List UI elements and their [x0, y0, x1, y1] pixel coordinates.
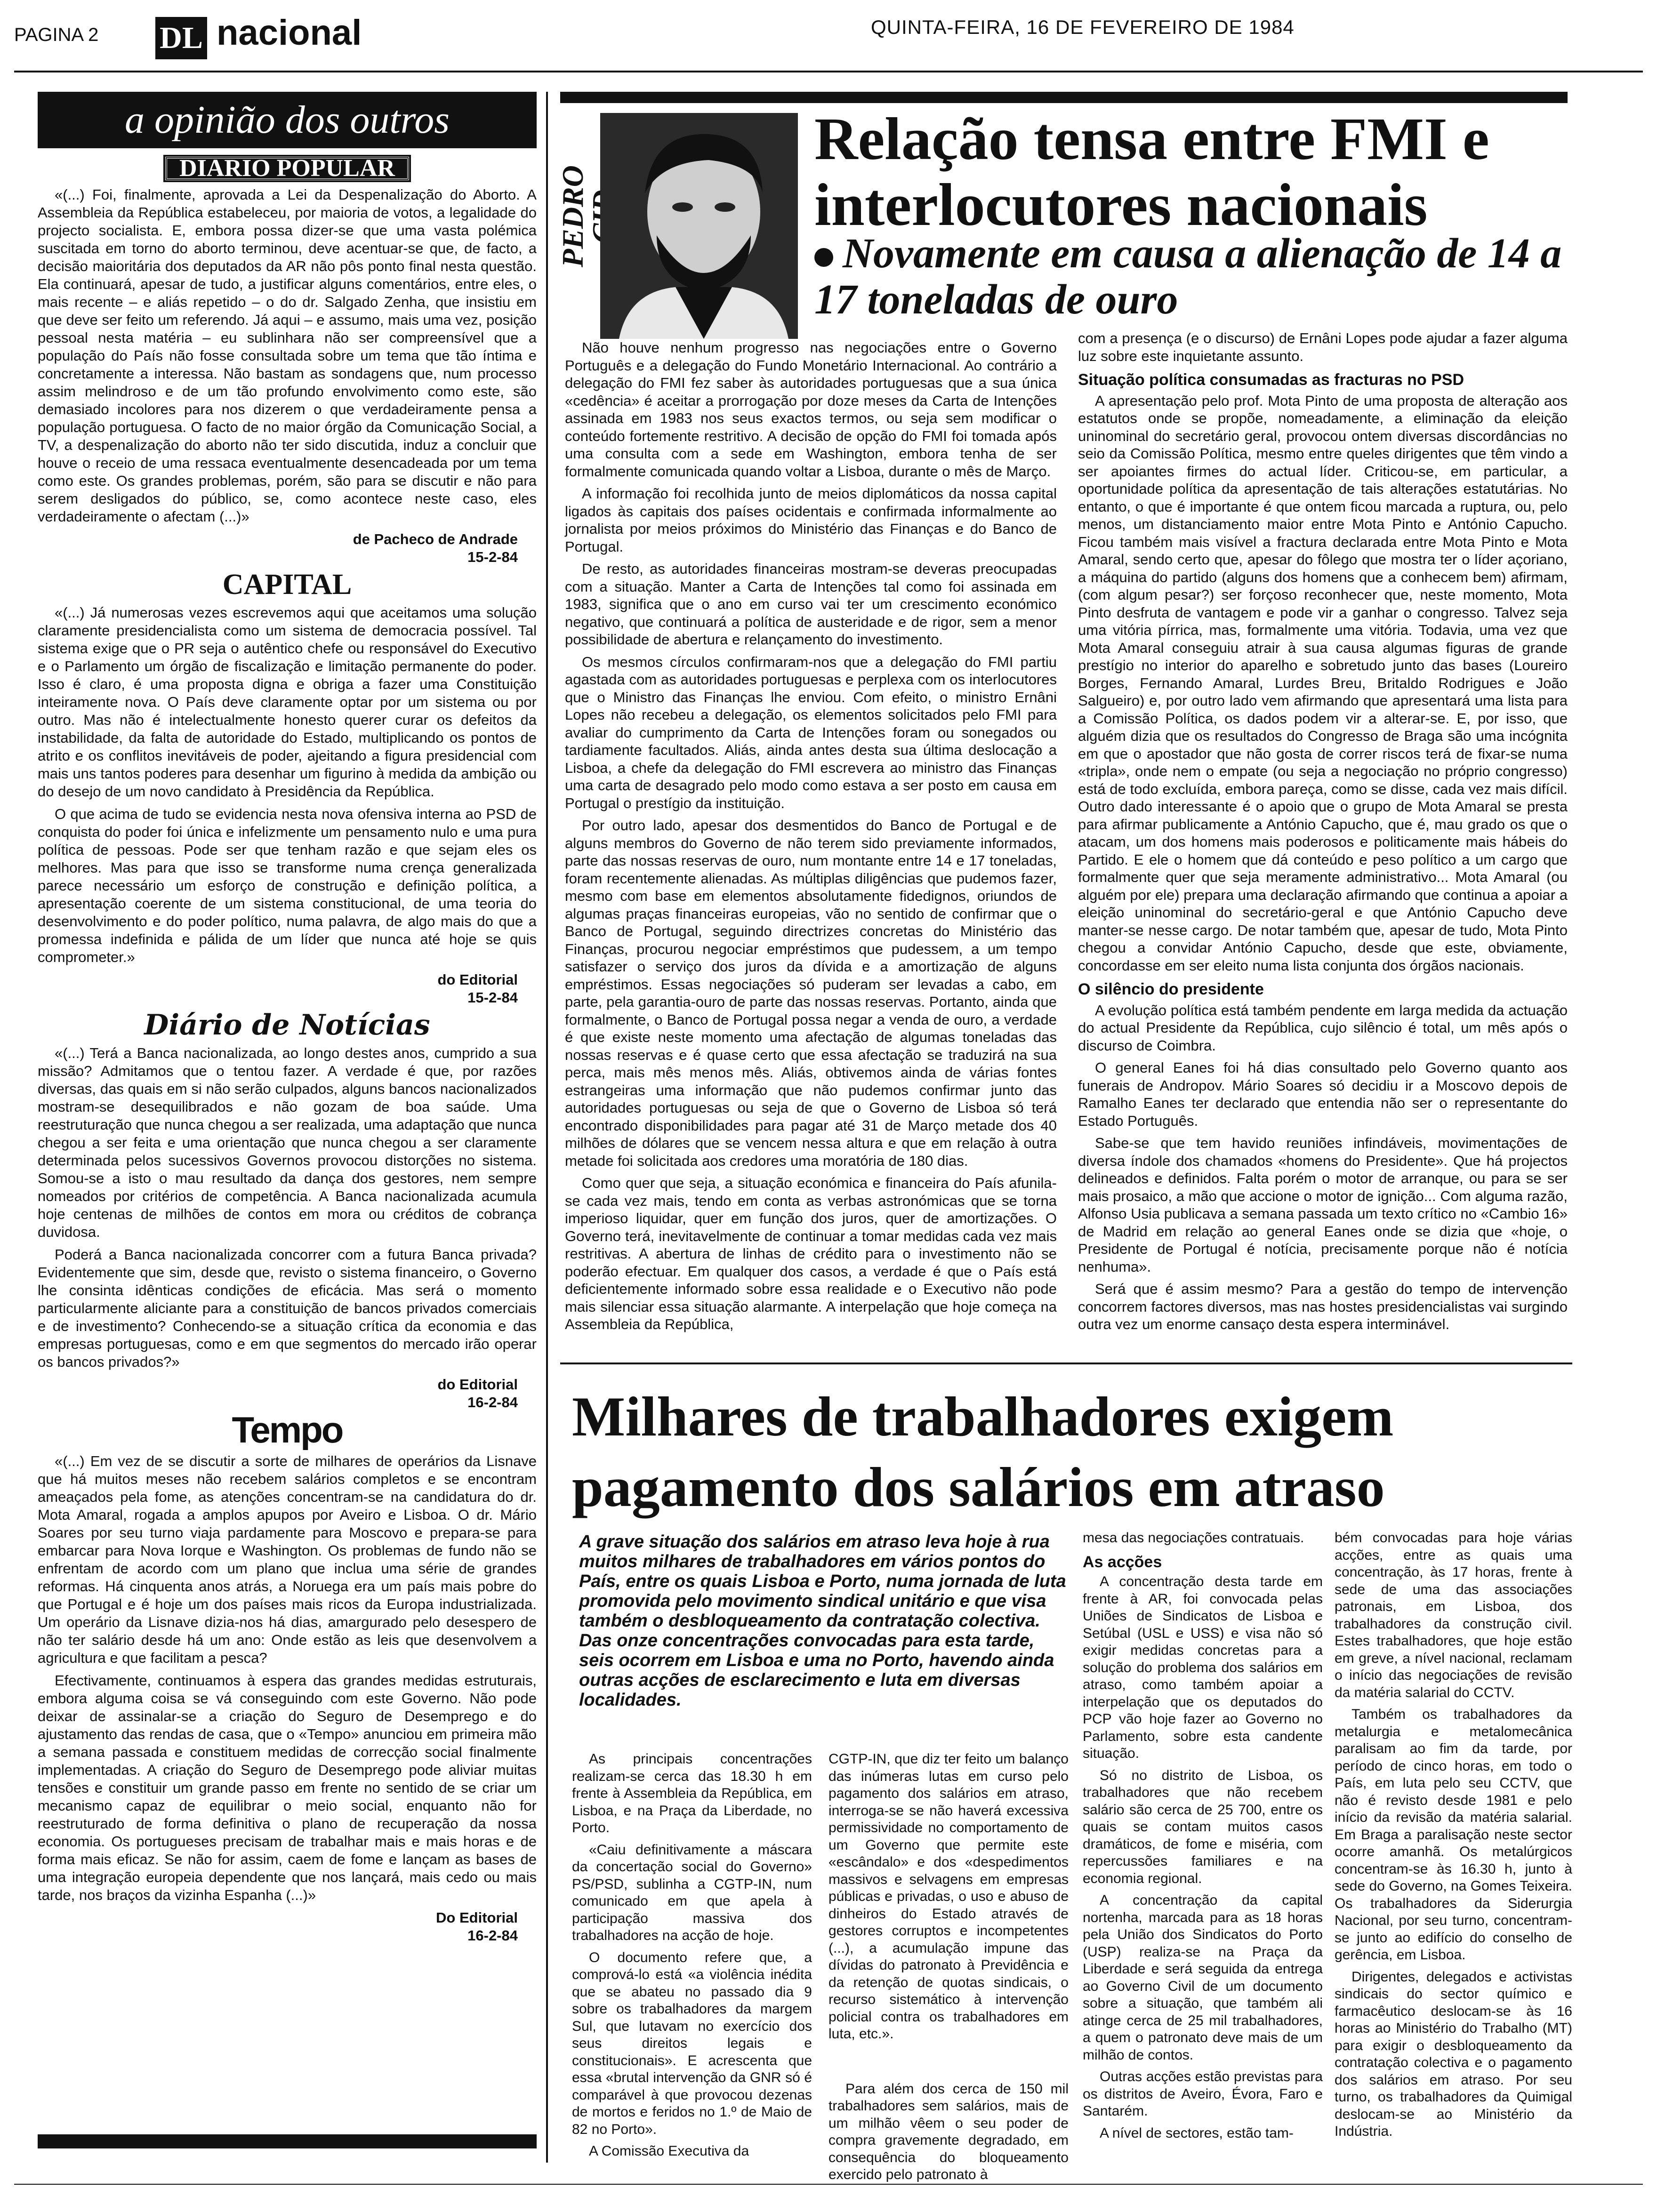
- capital-masthead: CAPITAL: [222, 569, 352, 601]
- article2-column-4: [1335, 1530, 1572, 2165]
- article1-paragraph: Por outro lado, apesar dos desmentidos do Banco de Portugal e de alguns membros do Governo de não terem sido previamente informados, parte das nossas reservas de ouro, num montante entre 14 e 17 toneladas, foram recentemente alienadas. As múltiplas diligências que pudemos fazer, mesmo com base em elementos absolutamente fidedignos, oriundos de algumas praças financeiras europeias, vão no sentido de confirmar que o Banco de Portugal, seguindo directrizes concretas do Ministério das Finanças, procurou negociar empréstimos que pudessem, a um tempo satisfazer o serviço dos juros da dívida e a amortização de alguns empréstimos. Essas negociações só puderam ser levadas a cabo, em parte, pela garantia-ouro de parte das nossas reservas. Portanto, ainda que formalmente, o Banco de Portugal possa negar a venda de ouro, a verdade é que existe neste momento uma afectação de algumas toneladas das nossas reservas e é quase certo que essa afectação se traduzirá na sua perca, mais mês menos mês. Aliás, obtivemos ainda de várias fontes estrangeiras uma informação que não pudemos confirmar junto das autoridades portuguesas ou seja de que o Governo de Lisboa só terá encontrado disponibilidades para pagar até 31 de Março metade dos 40 milhões de dólares que se vencem nessa altura e que em relação à outra metade foi solicitada aos credores uma moratória de 180 dias.: [565, 817, 1057, 1169]
- portrait-image: [600, 113, 798, 339]
- article2-paragraph: «Caiu definitivamente a máscara da concertação social do Governo» PS/PSD, sublinha a CGTP-IN, num comunicado em que apela à participação massiva dos trabalhadores na acção de hoje.: [572, 1842, 812, 1943]
- article1-paragraph: De resto, as autoridades financeiras mostram-se deveras preocupadas com a situação. Manter a Carta de Intenções tal como foi assinada em 1983, significa que o ano em curso vai ter um crescimento económico negativo, que continuará a política de austeridade e de rigor, sem a menor possibilidade de abertura e relançamento do investimento.: [565, 561, 1057, 648]
- article2-column-3: [1083, 1530, 1323, 2165]
- article1-column-2: [1078, 329, 1568, 1355]
- article2-paragraph: A concentração desta tarde em frente à AR, foi convocada pelas Uniões de Sindicatos de Lisboa e Setúbal (USL e USS) e visa não só exigir medidas concretas para a solução do problema dos salários em atraso, como também apoiar a interpelação que os deputados do PCP vão hoje fazer ao Governo no Parlamento, sobre esta candente situação.: [1083, 1574, 1323, 1761]
- article2-column-2: [828, 1751, 1069, 2182]
- diario-popular-masthead: DIARIO POPULAR: [38, 157, 537, 180]
- newspaper-logo: DL: [155, 17, 207, 59]
- capital-quote-1: «(...) Já numerosas vezes escrevemos aqui que aceitamos uma solução claramente presidencialista como um sistema de democracia possível. Tal sistema exige que o PR seja o autêntico chefe ou responsável do Executivo e o Parlamento um órgão de fiscalização e limitação permanente do poder. Isso é claro, é uma proposta digna e obriga a fazer uma Constituição inteiramente nova. O País deve claramente optar por um sistema ou por outro. Mas não é intelectualmente honesto querer curar os defeitos da instabilidade, da falta de autoridade do Estado, multiplicando os pontos de atrito e os conflitos inevitáveis de poder, ajeitando a figura presidencial com mais uns tantos poderes para desenhar um figurino à medida da ambição ou do desejo de um novo candidato à Presidência da República.: [38, 604, 537, 800]
- article-divider: [560, 1362, 1572, 1364]
- subhead-psd: Situação política consumadas as fracturas no PSD: [1078, 371, 1464, 389]
- capital-quote-2: O que acima de tudo se evidencia nesta nova ofensiva interna ao PSD de conquista do poder foi única e infelizmente um pensamento nulo e uma pura política de pessoas. Pode ser que tenham razão e que sejam eles os melhores. Mas para que isso se transforme numa crença generalizada parece necessário um esforço de construção e definição política, a apresentação coerente de um sistema constitucional, de uma teoria do desenvolvimento e do poder político, numa palavra, de algo mais do que a promessa indefinida e pálida de um líder que nunca até hoje se quis comprometer.»: [38, 806, 537, 965]
- section-title: nacional: [217, 13, 362, 53]
- footer-rule: [14, 2184, 1643, 2185]
- article2-paragraph: mesa das negociações contratuais.: [1083, 1530, 1304, 1546]
- tempo-quote-1: «(...) Em vez de se discutir a sorte de milhares de operários da Lisnave que há muitos meses não recebem salários completos e se encontram ameaçados pela fome, as atenções concentram-se na candidatura do dr. Mota Amaral, rogada a amplos apupos por Aveiro e Lisboa. O dr. Mário Soares por seu turno viaja pardamente para Moscovo e prepara-se para embarcar para Nova Iorque e Washington. Os problemas de fundo não se enfrentam de acordo com um plano que inclua uma série de grandes reformas. Há cinquenta anos atrás, a Noruega era um país mais pobre do que Portugal e é hoje um dos países mais ricos da Europa industrializada. Um operário da Lisnave dizia-nos há dias, amargurado pelo desespero de não ter salário desde há um ano: Onde estão as leis que desenvolvem a agricultura e que facilitam a pesca?: [38, 1453, 537, 1666]
- article1-paragraph: Como quer que seja, a situação económica e financeira do País afunila-se cada vez mais, tendo em conta as verbas astronómicas que se torna imperioso liquidar, quer em função dos juros, quer de amortizações. O Governo terá, inevitavelmente de continuar a tomar medidas cada vez mais restritivas. A abertura de linhas de crédito para o investimento não se poderão efectuar. Em qualquer dos casos, a verdade é que o País está deficientemente informado sobre essa realidade e o Executivo não pode mais silenciar essa situação alarmante. A interpelação que hoje começa na Assembleia da República,: [565, 1175, 1057, 1332]
- capital-author: do Editorial: [437, 971, 518, 988]
- dn-quote-2: Poderá a Banca nacionalizada concorrer com a futura Banca privada? Evidentemente que sim, desde que, revisto o sistema financeiro, o Governo lhe consinta idênticas condições de eficácia. Mas será o momento particularmente aliciante para a constituição de bancos privados comerciais e de investimento? Conhecendo-se a situação crítica da economia e das empresas portuguesas, como e em que segmentos do mercado irão operar os bancos privados?»: [38, 1246, 537, 1370]
- tempo-quote-2: Efectivamente, continuamos à espera das grandes medidas estruturais, embora alguma coisa se vá conseguindo com este Governo. Não pode deixar de assinalar-se a criação do Seguro de Desemprego e do ajustamento das rendas de casa, que o «Tempo» anunciou em primeira mão a semana passada e constituem medidas de correcção social finalmente implementadas. A criação do Seguro de Desemprego pode aliviar muitas tensões e constituir um grande passo em frente no sentido de se criar um mecanismo capaz de equilibrar o meio social, enquanto não for reestruturado de forma definitiva o plano de recuperação da nossa economia. Os portugueses precisam de trabalhar mais e mais horas e de forma mais eficaz. Se não for assim, caem de fome e lançam as bases de uma integração europeia dependente que nos lançará, mais cedo ou mais tarde, nos braços da vizinha Espanha (...)»: [38, 1672, 537, 1903]
- article1-subheadline: Novamente em causa a alienação de 14 a 17 toneladas de ouro: [814, 230, 1562, 323]
- article1-paragraph: Os mesmos círculos confirmaram-nos que a delegação do FMI partiu agastada com as autoridades portuguesas e perplexa com os interlocutores que o Ministro das Finanças lhe enviou. Com efeito, o ministro Ernâni Lopes não recebeu a delegação, os elementos solicitados pelo FMI para avaliar do cumprimento da Carta de Intenções foram ou sonegados ou tardiamente facultados. Aliás, ainda antes desta sua última deslocação a Lisboa, a chefe da delegação do FMI escrevera ao ministro das Finanças uma carta de desagrado pelo modo como estava a ser posto em causa em Portugal o prestígio da instituição.: [565, 653, 1057, 811]
- article2-paragraph: A Comissão Executiva da: [589, 2143, 749, 2159]
- article2-paragraph: Para além dos cerca de 150 mil trabalhadores sem salários, mais de um milhão vêem o seu poder de compra gravemente degradado, em consequência do bloqueamento exercido pelo patronato à: [828, 2081, 1069, 2182]
- dp-date: 15-2-84: [467, 549, 518, 565]
- tempo-author: Do Editorial: [436, 1909, 518, 1926]
- dn-quote-1: «(...) Terá a Banca nacionalizada, ao longo destes anos, cumprido a sua missão? Admitamos que o tentou fazer. A verdade é que, por razões diversas, das quais em si não serão culpados, alguns bancos nacionalizados mostram-se desequilibrados e não gozam de boa saúde. Uma reestruturação que nunca chegou a ser realizada, uma adaptação que nunca chegou a ser feita e uma orientação que nunca chegou a ser claramente determinada pelos sucessivos Governos provocou distorções no sistema. Somou-se a isto o mau resultado da dança dos gestores, nem sempre nomeados por critérios de competência. A Banca nacionalizada acumula hoje centenas de milhões de contos em mora ou créditos de cobrança duvidosa.: [38, 1045, 537, 1240]
- dp-quote: «(...) Foi, finalmente, aprovada a Lei da Despenalização do Aborto. A Assembleia da República estabeleceu, por maioria de votos, a legalidade do projecto socialista. E, embora possa dizer-se que uma vasta polémica suscitada em torno do aborto terminou, deve acentuar-se que, de facto, a decisão maioritária dos deputados da AR não pôs ponto final nesta questão. Ela continuará, apesar de tudo, a justificar alguns comentários, entre eles, o mais recente – e aliás repetido – o do dr. Salgado Zenha, que insistiu em que deve ser feito um referendo. Já aqui – e assumo, mais uma vez, posição pessoal nesta matéria – eu sublinhara não ser compreensível que a população do País não fosse consultada sobre um tema que tão íntima e concretamente a interessa. Não bastam as sondagens que, num processo assim melindroso e de um tão profundo envolvimento como este, são demasiado incolores para nos dizerem o que verdadeiramente pensa a população portuguesa. O facto de no maior órgão da Comunicação Social, a TV, a despenalização do aborto não ter sido discutida, induz a concluir que houve o receio de uma ressaca eventualmente desencadeada por um tema como este. Os grandes problemas, porém, são para se discutir e não para serem desligados do público, se, como acontece neste caso, eles verdadeiramente o afectam (...)»: [38, 186, 537, 525]
- subhead-accoes: As acções: [1083, 1553, 1162, 1571]
- author-byline: PEDRO: [556, 165, 589, 268]
- subhead-president: O silêncio do presidente: [1078, 980, 1264, 998]
- opinion-column: [38, 92, 537, 2148]
- article2-headline: Milhares de trabalhadores exigem pagamento dos salários em atraso: [572, 1385, 1394, 1518]
- article2-paragraph: Outras acções estão previstas para os distritos de Aveiro, Évora, Faro e Santarém.: [1083, 2069, 1323, 2119]
- article2-paragraph: Dirigentes, delegados e activistas sindicais do sector químico e farmacêutico deslocam-se às 16 horas ao Ministério do Trabalho (MT) para exigir o desbloqueamento da contratação colectiva e o pagamento dos salários em atraso. Por seu turno, os trabalhadores da Quimigal deslocam-se ao Ministério da Indústria.: [1335, 1969, 1572, 2139]
- bullet-icon: [814, 248, 833, 267]
- article2-paragraph: CGTP-IN, que diz ter feito um balanço das inúmeras lutas em curso pelo pagamento dos salários em atraso, interroga-se se não haverá excessiva permissividade no comportamento de um Governo que permite este «escândalo» e dos «despedimentos massivos e selvagens em empresas públicas e privadas, o uso e abuso de dinheiros do Estado através de gestores corruptos e incompetentes (...), a acumulação impune das dívidas do patronato à Previdência e da retenção de quotas sindicais, o recurso sistemático à intervenção policial contra os trabalhadores em luta, etc.».: [828, 1751, 1069, 2042]
- article1-paragraph: Será que é assim mesmo? Para a gestão do tempo de intervenção concorrem factores diversos, mas nas hostes presidencialistas vai surgindo outra vez um enorme cansaço desta espera interminável.: [1078, 1281, 1568, 1332]
- article2-paragraph: O documento refere que, a comprová-lo está «a violência inédita que se abateu no passado dia 9 sobre os trabalhadores da margem Sul, que lutavam no exercício dos seus direitos legais e constitucionais». E acrescenta que essa «brutal intervenção da GNR só é comparável à que provocou dezenas de mortos e feridos no 1.º de Maio de 82 no Porto».: [572, 1949, 812, 2137]
- dp-author: de Pacheco de Andrade: [353, 531, 518, 547]
- article1-paragraph: A apresentação pelo prof. Mota Pinto de uma proposta de alteração aos estatutos onde se propõe, nomeadamente, a eliminação da eleição uninominal do secretário geral, provocou ontem diversas discordâncias no seio da Comissão Política, mesmo entre queles dirigentes que têm vindo a ser apoiantes firmes do actual líder. Criticou-se, em particular, a oportunidade política da apresentação de tais alterações estatutárias. No entanto, o que é importante é que ontem ficou marcada a ruptura, ou, pelo menos, um distanciamento maior entre Mota Pinto e António Capucho. Ficou também mais visível a fractura declarada entre Mota Pinto e Mota Amaral, sendo certo que, apesar do fôlego que mostra ter o líder açoriano, a máquina do partido (alguns dos homens que a conhecem bem) afirmam, (com algum pesar?) ser forçoso reconhecer que, neste momento, Mota Pinto desfruta de vantagem e pode vir a ganhar o congresso. Talvez seja uma vitória pírrica, mas, formalmente uma vitória. Todavia, uma vez que Mota Amaral conseguiu atrair à sua causa algumas figuras de grande prestígio no interior do aparelho e sobretudo junto das bases (Loureiro Borges, Fernando Amaral, Lurdes Breu, Britaldo Rodrigues e João Salgueiro) e, por outro lado vem afirmando que apresentará uma lista para a Comissão Política, os dados podem vir a alterar-se. E, por isso, que alguém dizia que os resultados do Congresso de Braga são uma incógnita em que o apostador que não gosta de correr riscos terá de fixar-se numa «tripla», onde nem o empate (ou seja a negociação no próprio congresso) está de todo excluída, embora pareça, como se disse, cada vez mais difícil. Outro dado interessante é o apoio que o grupo de Mota Amaral se presta para afirmar publicamente a António Capucho, que é, mau grado os que o atacam, um dos homens mais poderosos e politicamente mais hábeis do Partido. E ele o homem que dá conteúdo e peso político a um cargo que formalmente quer que seja meramente administrativo... Mota Amaral (ou alguém por ele) prepara uma declaração afirmando que continua a apoiar a eleição uninominal do secretário-geral e que António Capucho deve manter-se nesse cargo. De notar também que, apesar de tudo, Mota Pinto chegou a convidar António Capucho, desde que este, obviamente, concordasse em ser eleito numa lista conjunta dos órgãos nacionais.: [1078, 392, 1568, 974]
- article2-paragraph: Também os trabalhadores da metalurgia e metalomecânica paralisam ao fim da tarde, por período de cinco horas, em todo o País, em luta pelo seu CCTV, que não é revisto desde 1981 e pelo início da revisão da matéria salarial. Em Braga a paralisação neste sector ocorre amanhã. Os metalúrgicos concentram-se às 16.30 h, junto à sede do Governo, na Gomes Teixeira. Os trabalhadores da Siderurgia Nacional, por seu turno, concentram-se junto ao edifício do conselho de gerência, em Lisboa.: [1335, 1707, 1572, 1963]
- article1-paragraph: com a presença (e o discurso) de Ernâni Lopes pode ajudar a fazer alguma luz sobre este inquietante assunto.: [1078, 330, 1568, 364]
- dn-date: 16-2-84: [467, 1394, 518, 1411]
- diario-noticias-masthead: Diário de Notícias: [144, 1009, 430, 1042]
- article1-paragraph: O general Eanes foi há dias consultado pelo Governo quanto aos funerais de Andropov. Mário Soares só decidiu ir a Moscovo depois de Ramalho Eanes ter declarado que entendia não ser o representante do Estado Português.: [1078, 1059, 1568, 1129]
- article2-paragraph: bém convocadas para hoje várias acções, entre as quais uma concentração, às 17 horas, frente à sede de uma das associações patronais, em Lisboa, dos trabalhadores da construção civil. Estes trabalhadores, que hoje estão em greve, a nível nacional, reclamam o início das negociações de revisão da matéria salarial do CCTV.: [1335, 1530, 1572, 1700]
- article2-lead: A grave situação dos salários em atraso leva hoje à rua muitos milhares de trabalhadores em vários pontos do País, entre os quais Lisboa e Porto, numa jornada de luta promovida pelo movimento sindical unitário e que visa também o desbloqueamento da contratação colectiva. Das onze concentrações convocadas para esta tarde, seis ocorrem em Lisboa e uma no Porto, havendo ainda outras acções de esclarecimento e luta em diversas localidades.: [579, 1532, 1066, 1710]
- article2-paragraph: A nível de sectores, estão tam-: [1100, 2125, 1294, 2141]
- page-label: PAGINA 2: [14, 24, 99, 45]
- article2-paragraph: A concentração da capital nortenha, marcada para as 18 horas pela União dos Sindicatos do Porto (USP) realiza-se na Praça da Liberdade e será seguida da entrega ao Governo Civil de um documento sobre a situação, que também ali atinge cerca de 25 mil trabalhadores, a quem o patronato deve mais de um milhão de contos.: [1083, 1892, 1323, 2063]
- tempo-masthead: Tempo: [232, 1409, 343, 1451]
- capital-date: 15-2-84: [467, 989, 518, 1006]
- article1-headline: Relação tensa entre FMI e interlocutores nacionais: [814, 105, 1489, 238]
- article2-paragraph: As principais concentrações realizam-se cerca das 18.30 h em frente à Assembleia da República, em Lisboa, e na Praça da Liberdade, no Porto.: [572, 1751, 812, 1835]
- dn-author: do Editorial: [437, 1376, 518, 1393]
- tempo-date: 16-2-84: [467, 1927, 518, 1944]
- column-divider: [546, 92, 548, 2163]
- article-top-bar: [560, 92, 1568, 103]
- article1-paragraph: Não houve nenhum progresso nas negociações entre o Governo Português e a delegação do Fundo Monetário Internacional. Ao contrário a delegação do FMI fez saber às autoridades portuguesas que a sua única «cedência» é aceitar a prorrogação por doze meses da Carta de Intenções assinada em 1983 nos seus exactos termos, ou seja sem modificar o conteúdo fortemente restritivo. A decisão de opção do FMI foi tomada após uma consulta com a sede em Washington, embora tenha de ser formalmente comunicada quando voltar a Lisboa, durante o mês de Março.: [565, 339, 1057, 480]
- author-photo: [600, 113, 798, 339]
- article1-paragraph: A informação foi recolhida junto de meios diplomáticos da nossa capital ligados às capitais dos países ocidentais e confirmada informalmente ao jornalista por meios próximos do Ministério das Finanças e do Banco de Portugal.: [565, 485, 1057, 555]
- header-rule: [14, 71, 1643, 72]
- article1-paragraph: Sabe-se que tem havido reuniões infindáveis, movimentações de diversa índole dos chamados «homens do Presidente». Que há projectos delineados e definidos. Falta porém o motor de arranque, ou para se ser mais prosaico, a mão que accione o motor de ignição... Com alguma razão, Alfonso Usia publicava a semana passada um texto crítico no «Cambio 16» de Madrid em relação ao general Eanes onde se dizia que «hoje, o Presidente de Portugal é notícia, precisamente porque não é notícia nenhuma».: [1078, 1135, 1568, 1275]
- opinion-bottom-bar: [38, 2134, 537, 2148]
- article2-paragraph: Só no distrito de Lisboa, os trabalhadores que não recebem salário são cerca de 25 700, entre os quais se contam muitos casos dramáticos, de fome e miséria, com repercussões familiares e na economia regional.: [1083, 1767, 1323, 1886]
- article1-column-1: [565, 339, 1057, 1351]
- article1-paragraph: A evolução política está também pendente em larga medida da actuação do actual Presidente da República, cujo silêncio é total, um mês após o discurso de Coimbra.: [1078, 1002, 1568, 1054]
- article2-column-1: [572, 1751, 812, 2165]
- opinion-banner: a opinião dos outros: [38, 92, 537, 148]
- issue-date: QUINTA-FEIRA, 16 DE FEVEREIRO DE 1984: [871, 16, 1295, 38]
